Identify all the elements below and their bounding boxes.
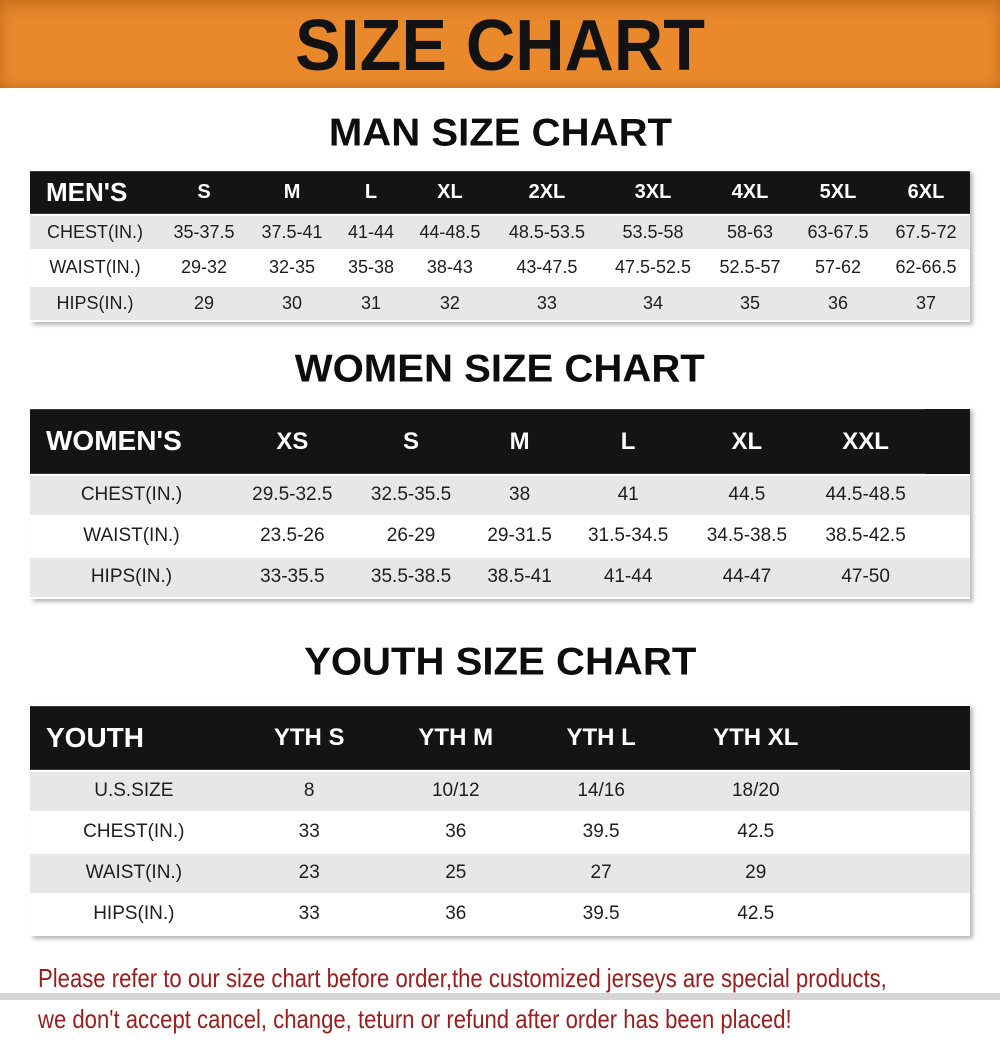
table-cell: 25 xyxy=(445,861,467,883)
column-header: WOMEN'S xyxy=(30,409,233,474)
table-cell: CHEST(IN.) xyxy=(83,821,185,843)
table-cell: 47.5-52.5 xyxy=(614,257,691,278)
column-header: YTH L xyxy=(531,706,672,771)
table-cell: 35 xyxy=(739,292,760,313)
table-cell: 39.5 xyxy=(582,821,620,843)
column-header: M xyxy=(470,409,568,474)
column-header: YTH S xyxy=(238,706,381,771)
table-cell: 52.5-57 xyxy=(719,257,781,278)
mens-section-heading xyxy=(0,111,1000,155)
table-cell: 37 xyxy=(915,292,936,313)
mens-section xyxy=(0,111,1000,322)
youth-heading-text: YOUTH SIZE CHART xyxy=(303,639,697,684)
table-row-waist xyxy=(30,854,970,893)
table-row-hips xyxy=(30,558,970,597)
table-cell: 36 xyxy=(445,902,467,924)
column-header: YTH XL xyxy=(672,706,841,771)
table-cell: 30 xyxy=(282,292,303,313)
table-cell: 35-38 xyxy=(347,257,394,278)
size-chart-banner xyxy=(0,0,1000,88)
column-header: 3XL xyxy=(600,171,706,214)
table-cell: 26-29 xyxy=(386,524,436,546)
footer-text-1: Please refer to our size chart before order,the customized jerseys are special products, xyxy=(38,962,887,993)
column-header: 5XL xyxy=(794,171,882,214)
table-cell: 32.5-35.5 xyxy=(370,484,452,506)
table-cell: 29.5-32.5 xyxy=(252,484,333,506)
table-cell: 32-35 xyxy=(269,257,316,278)
table-row-hips xyxy=(30,287,970,321)
table-cell: 38-43 xyxy=(426,257,473,278)
table-row-chest xyxy=(30,216,970,250)
table-cell: 48.5-53.5 xyxy=(508,221,585,242)
table-cell: 44.5 xyxy=(728,484,766,506)
table-cell: WAIST(IN.) xyxy=(83,524,180,546)
table-cell: 42.5 xyxy=(737,821,775,843)
womens-heading-text: WOMEN SIZE CHART xyxy=(294,347,706,392)
table-cell: 32 xyxy=(439,292,460,313)
table-cell: 33 xyxy=(536,292,557,313)
table-cell: 44-48.5 xyxy=(419,221,481,242)
table-cell: 42.5 xyxy=(737,902,775,924)
bottom-edge-strip xyxy=(0,993,1000,1000)
table-cell: 38 xyxy=(509,484,531,506)
womens-section-heading xyxy=(0,347,1000,392)
column-header: XL xyxy=(688,409,807,474)
column-header: M xyxy=(248,171,336,214)
table-cell: 53.5-58 xyxy=(622,221,684,242)
column-header: XS xyxy=(233,409,352,474)
column-header: 4XL xyxy=(706,171,794,214)
table-cell: 29 xyxy=(745,861,767,883)
table-cell: 38.5-42.5 xyxy=(825,524,906,546)
column-header: MEN'S xyxy=(30,171,160,214)
table-cell: 29 xyxy=(194,292,215,313)
table-cell: 62-66.5 xyxy=(895,257,957,278)
table-cell: 67.5-72 xyxy=(895,221,957,242)
table-cell: 29-31.5 xyxy=(487,524,552,546)
table-cell: U.S.SIZE xyxy=(94,780,174,802)
table-cell: 31 xyxy=(360,292,381,313)
table-row-us-size xyxy=(30,772,970,811)
table-row-waist xyxy=(30,517,970,556)
table-cell: 47-50 xyxy=(841,565,890,587)
table-cell: 8 xyxy=(303,780,315,802)
table-cell: 35-37.5 xyxy=(173,221,235,242)
table-cell: 38.5-41 xyxy=(487,565,552,587)
table-cell: 29-32 xyxy=(181,257,228,278)
table-cell: 33 xyxy=(298,821,320,843)
table-cell: CHEST(IN.) xyxy=(80,484,183,506)
youth-size-table xyxy=(30,704,970,936)
table-cell: 63-67.5 xyxy=(807,221,869,242)
column-header: L xyxy=(336,171,406,214)
mens-size-table xyxy=(30,169,970,322)
table-cell: 44.5-48.5 xyxy=(825,484,906,506)
table-cell: 34.5-38.5 xyxy=(706,524,788,546)
table-cell: 35.5-38.5 xyxy=(370,565,452,587)
column-header: YTH M xyxy=(381,706,531,771)
womens-table-header-row xyxy=(30,409,970,474)
column-header: 6XL xyxy=(882,171,970,214)
table-cell: HIPS(IN.) xyxy=(93,902,175,924)
table-row-waist xyxy=(30,251,970,285)
table-cell: 39.5 xyxy=(582,902,620,924)
table-cell: 57-62 xyxy=(814,257,861,278)
table-cell: 36 xyxy=(445,821,467,843)
table-cell: HIPS(IN.) xyxy=(90,565,173,587)
footer-line-2 xyxy=(38,1001,1000,1042)
table-cell: 41-44 xyxy=(347,221,394,242)
table-cell: 23.5-26 xyxy=(260,524,325,546)
table-row-hips xyxy=(30,895,970,934)
column-header: 2XL xyxy=(494,171,600,214)
column-header: S xyxy=(352,409,471,474)
table-cell: 41 xyxy=(617,484,639,506)
youth-section xyxy=(0,639,1000,936)
table-cell: 44-47 xyxy=(722,565,772,587)
table-row-chest xyxy=(30,813,970,852)
mens-table-header-row xyxy=(30,171,970,214)
table-cell: CHEST(IN.) xyxy=(47,221,144,242)
table-cell: 31.5-34.5 xyxy=(587,524,669,546)
banner-title: SIZE CHART xyxy=(295,3,705,85)
table-cell: 41-44 xyxy=(603,565,653,587)
table-cell: 18/20 xyxy=(731,780,780,802)
table-cell: 36 xyxy=(827,292,848,313)
table-cell: 14/16 xyxy=(577,780,625,802)
youth-table-header-row xyxy=(30,706,970,771)
column-header: L xyxy=(569,409,688,474)
table-cell: WAIST(IN.) xyxy=(49,257,141,278)
table-cell: HIPS(IN.) xyxy=(56,292,134,313)
womens-section xyxy=(0,347,1000,598)
womens-size-table xyxy=(30,407,970,598)
youth-section-heading xyxy=(0,639,1000,684)
table-cell: 33 xyxy=(298,902,320,924)
column-header: S xyxy=(160,171,248,214)
column-header: XL xyxy=(406,171,494,214)
column-header: XXL xyxy=(806,409,925,474)
column-header: YOUTH xyxy=(30,706,238,771)
table-cell: 23 xyxy=(298,861,320,883)
table-cell: 27 xyxy=(590,861,612,883)
table-cell: WAIST(IN.) xyxy=(85,861,183,883)
table-cell: 33-35.5 xyxy=(260,565,325,587)
footer-note xyxy=(0,960,1000,1042)
table-cell: 58-63 xyxy=(726,221,774,242)
mens-heading-text: MAN SIZE CHART xyxy=(328,111,672,155)
table-cell: 37.5-41 xyxy=(261,221,323,242)
table-cell: 10/12 xyxy=(431,780,480,802)
table-cell: 34 xyxy=(642,292,663,313)
footer-text-2: we don't accept cancel, change, teturn or refund after order has been placed! xyxy=(38,1003,792,1034)
table-cell: 43-47.5 xyxy=(516,257,578,278)
table-row-chest xyxy=(30,476,970,515)
